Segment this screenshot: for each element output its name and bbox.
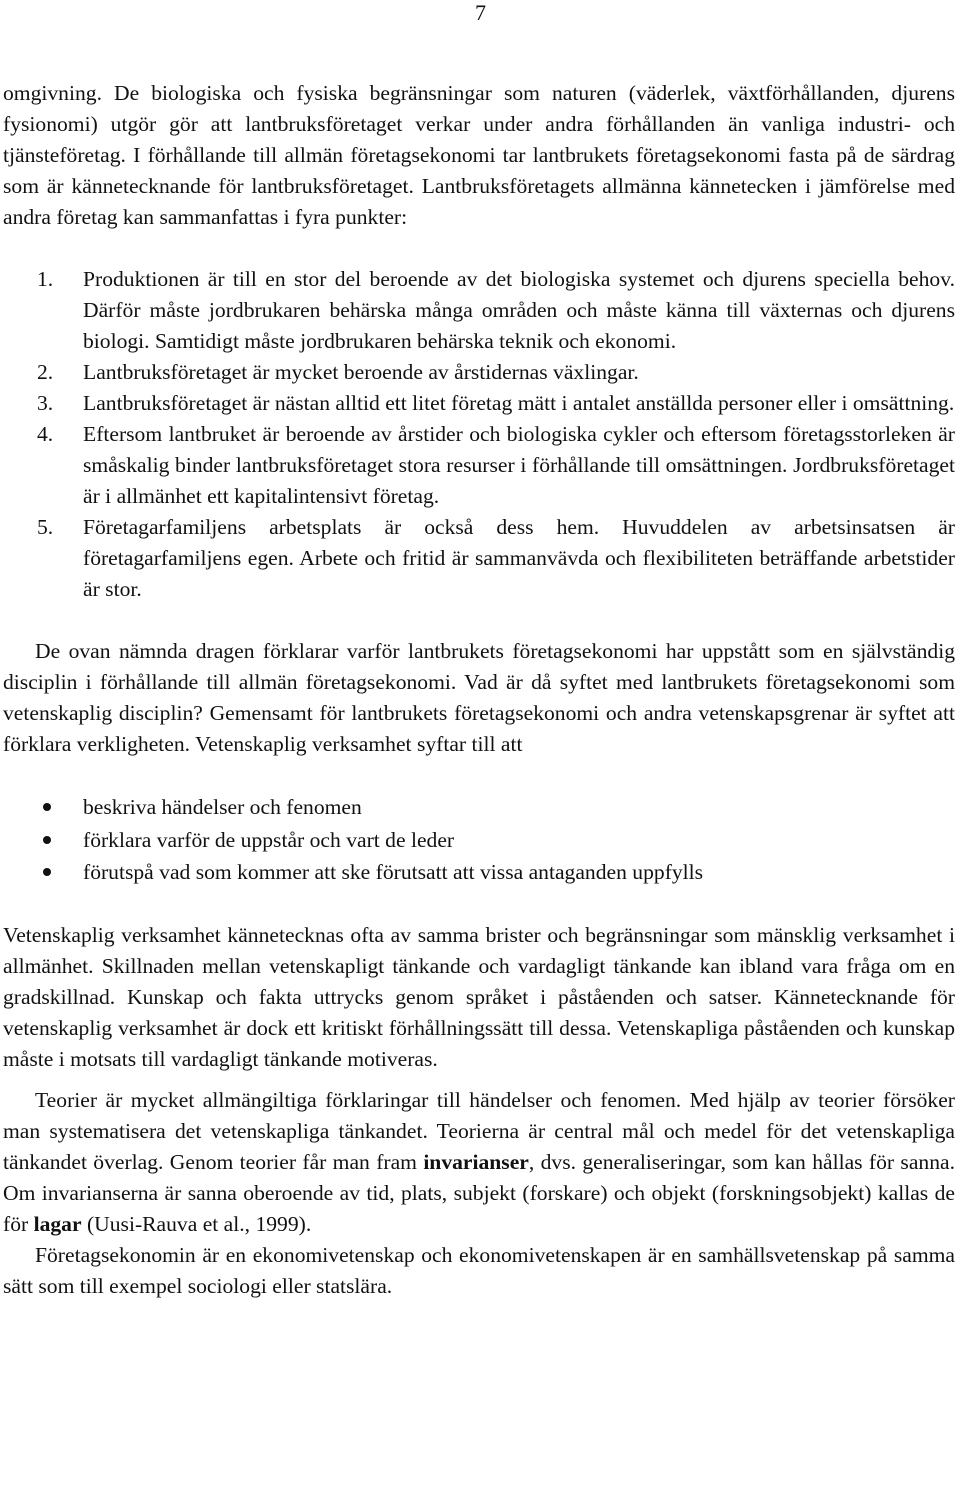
bullet-item xyxy=(3,856,955,889)
paragraph-business-economics: Företagsekonomin är en ekonomivetenskap och ekonomivetenskapen är en samhällsvetenskap på samma sätt som till exempel sociologi eller statslära. xyxy=(3,1242,955,1298)
spacer xyxy=(3,233,955,264)
bullet-item xyxy=(3,791,955,824)
spacer xyxy=(3,605,955,636)
page-number: 7 xyxy=(475,0,486,25)
list-item-text: Företagarfamiljens arbetsplats är också dess hem. Huvuddelen av arbetsinsatsen är företagarfamiljens egen. Arbete och fritid är sammanvävda och flexibiliteten beträffande arbetstider är stor. xyxy=(83,515,955,601)
paragraph-purpose: De ovan nämnda dragen förklarar varför lantbrukets företagsekonomi har uppstått som en självständig disciplin i förhållande till allmän företagsekonomi. Vad är då syftet med lantbrukets företagsekonomi som vetenskaplig disciplin? Gemensamt för lantbrukets företagsekonomi och andra vetenskapsgrenar är syftet att förklara verkligheten. Vetenskaplig verksamhet syftar till att xyxy=(3,639,955,756)
bullet-icon xyxy=(43,836,51,844)
list-item xyxy=(3,388,955,419)
characteristics-list xyxy=(3,264,955,605)
list-item-text: Lantbruksföretaget är nästan alltid ett litet företag mätt i antalet anställda personer eller i omsättning. xyxy=(83,391,955,415)
paragraph-scientific-activity: Vetenskaplig verksamhet kännetecknas ofta av samma brister och begränsningar som mänsklig verksamhet i allmänhet. Skillnaden mellan vetenskapligt tänkande och vardagligt tänkande kan ibland vara fråga om en gradskillnad. Kunskap och fakta uttrycks genom språket i påståenden och satser. Kännetecknande för vetenskaplig verksamhet är dock ett kritiskt förhållningssätt till dessa. Vetenskapliga påståenden och kunskap måste i motsats till vardagligt tänkande motiveras. xyxy=(3,922,955,1071)
list-item xyxy=(3,264,955,357)
theories-text-3: (Uusi-Rauva et al., 1999). xyxy=(81,1211,312,1236)
intro-paragraph: omgivning. De biologiska och fysiska begränsningar som naturen (väderlek, växtförhållanden, djurens fysionomi) utgör gör att lantbruksföretaget verkar under andra förhållanden än vanliga industri- och tjänsteföretag. I förhållande till allmän företagsekonomi tar lantbrukets företagsekonomi fasta på de särdrag som är kännetecknande för lantbruksföretaget. Lantbruksföretagets allmänna kännetecken i jämförelse med andra företag kan sammanfattas i fyra punkter: xyxy=(3,81,955,229)
purpose-bullets xyxy=(3,791,955,889)
term-invarianser: invarianser xyxy=(423,1149,529,1174)
theories-text-1: Teorier är mycket allmängiltiga förklaringar till händelser och fenomen. Med hjälp av teorier försöker man systematisera det vetenskapliga tänkandet. Teorierna är central mål och medel för det vetenskapliga tänkandet överlag. Genom teorier får man fram xyxy=(3,1087,955,1174)
document-body xyxy=(3,78,955,1302)
bullet-item xyxy=(3,824,955,857)
list-item-number: 2. xyxy=(37,360,54,384)
paragraph-theories xyxy=(3,1085,955,1240)
list-item xyxy=(3,357,955,388)
term-lagar: lagar xyxy=(33,1211,82,1236)
bullet-text: förutspå vad som kommer att ske förutsatt att vissa antaganden uppfylls xyxy=(83,860,704,884)
list-item-text: Produktionen är till en stor del beroende av det biologiska systemet och djurens speciella behov. Därför måste jordbrukaren behärska många områden och måste känna till växternas och djurens biologi. Samtidigt måste jordbrukaren behärska teknik och ekonomi. xyxy=(83,267,955,353)
list-item-text: Lantbruksföretaget är mycket beroende av årstidernas växlingar. xyxy=(83,360,639,384)
list-item-number: 1. xyxy=(37,267,54,291)
spacer xyxy=(3,889,955,920)
list-item xyxy=(3,419,955,512)
bullet-text: förklara varför de uppstår och vart de leder xyxy=(83,827,455,852)
spacer xyxy=(3,760,955,791)
list-item xyxy=(3,512,955,605)
list-item-number: 4. xyxy=(37,422,54,446)
spacer xyxy=(3,1075,955,1085)
list-item-text: Eftersom lantbruket är beroende av årstider och biologiska cykler och eftersom företagsstorleken är småskalig binder lantbruksföretaget stora resurser i förhållande till omsättningen. Jordbruksföretaget är i allmänhet ett kapitalintensivt företag. xyxy=(83,422,955,508)
list-item-number: 5. xyxy=(37,515,54,539)
bullet-text: beskriva händelser och fenomen xyxy=(83,795,362,819)
list-item-number: 3. xyxy=(37,391,54,415)
bullet-icon xyxy=(43,803,51,811)
bullet-icon xyxy=(43,868,51,876)
theories-text-2: , dvs. generaliseringar, som kan hållas för sanna. Om invarianserna är sanna oberoende av tid, plats, subjekt (forskare) och objekt (forskningsobjekt) kallas de för xyxy=(3,1149,955,1236)
